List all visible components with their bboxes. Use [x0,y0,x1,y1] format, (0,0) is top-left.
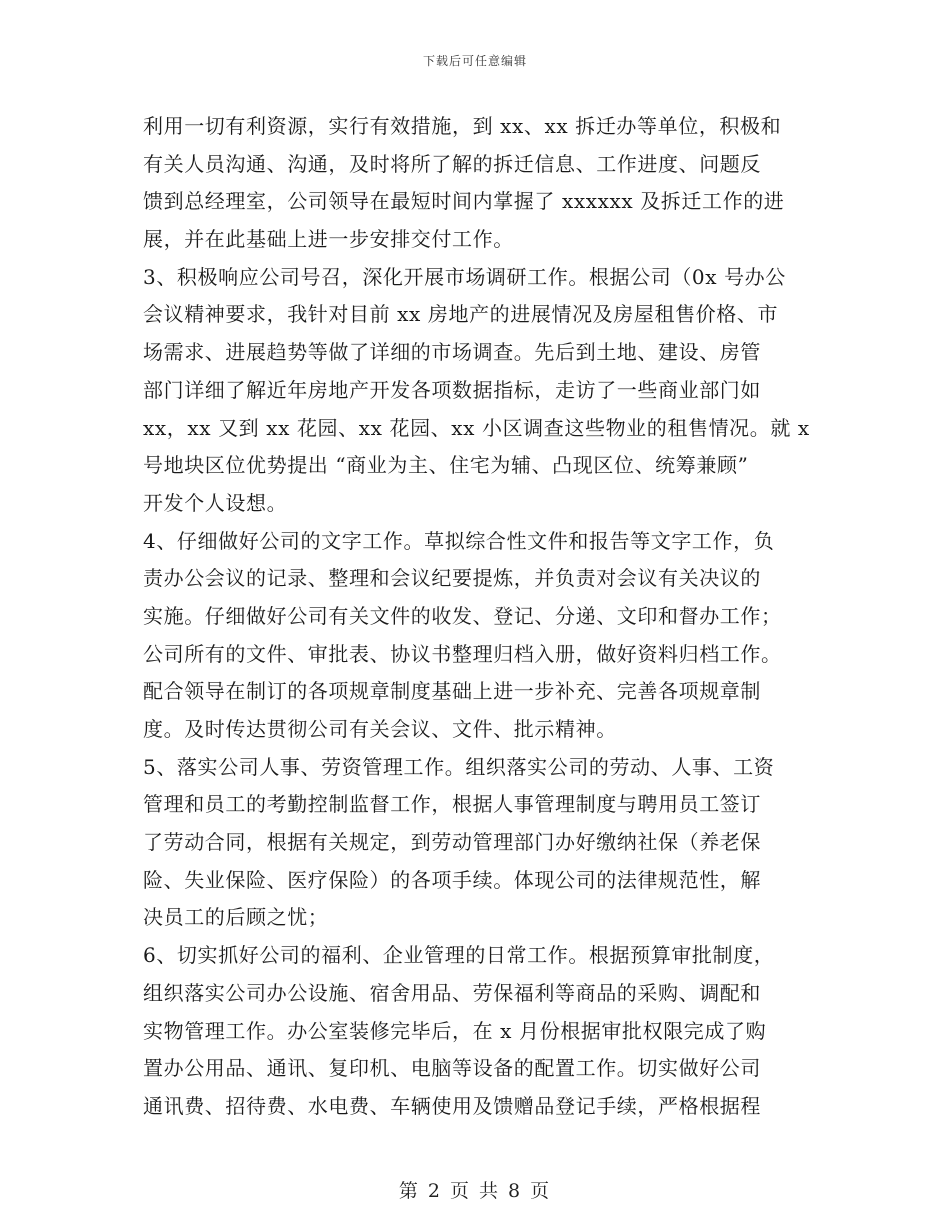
body-line: 5、落实公司人事、劳资管理工作。组织落实公司的劳动、人事、工资 [143,754,775,779]
body-line: 展，并在此基础上进一步安排交付工作。 [143,227,514,252]
body-line: 公司所有的文件、审批表、协议书整理归档入册，做好资料归档工作。 [143,641,782,666]
body-line: 决员工的后顾之忧； [143,905,329,930]
body-line: 通讯费、招待费、水电费、车辆使用及馈赠品登记手续，严格根据程 [143,1093,761,1118]
body-line: 配合领导在制订的各项规章制度基础上进一步补充、完善各项规章制 [143,679,761,704]
body-line: 险、失业保险、医疗保险）的各项手续。体现公司的法律规范性，解 [143,867,761,892]
body-line: 4、仔细做好公司的文字工作。草拟综合性文件和报告等文字工作，负 [143,528,775,553]
body-line: 责办公会议的记录、整理和会议纪要提炼，并负责对会议有关决议的 [143,566,761,591]
body-line: 实物管理工作。办公室装修完毕后，在 x 月份根据审批权限完成了购 [143,1018,767,1043]
body-line: 组织落实公司办公设施、宿舍用品、劳保福利等商品的采购、调配和 [143,980,761,1005]
body-line: 实施。仔细做好公司有关文件的收发、登记、分递、文印和督办工作； [143,603,782,628]
body-line: 利用一切有利资源，实行有效措施，到 xx、xx 拆迁办等单位，积极和 [143,114,782,138]
document-body [143,108,823,1126]
body-line: 了劳动合同，根据有关规定，到劳动管理部门办好缴纳社保（养老保 [143,830,761,855]
body-line: 有关人员沟通、沟通，及时将所了解的拆迁信息、工作进度、问题反 [143,151,761,176]
body-line: 置办公用品、通讯、复印机、电脑等设备的配置工作。切实做好公司 [143,1056,761,1081]
body-line: 3、积极响应公司号召，深化开展市场调研工作。根据公司（0x 号办公 [143,264,786,289]
body-line: 部门详细了解近年房地产开发各项数据指标，走访了一些商业部门如 [143,377,761,402]
body-line: 管理和员工的考勤控制监督工作，根据人事管理制度与聘用员工签订 [143,792,761,817]
body-line: 会议精神要求，我针对目前 xx 房地产的进展情况及房屋租售价格、市 [143,302,779,327]
body-line: 度。及时传达贯彻公司有关会议、文件、批示精神。 [143,717,617,741]
body-line: 开发个人设想。 [143,490,288,515]
page-number-footer: 第 2 页 共 8 页 [398,1180,552,1202]
body-line: xx，xx 又到 xx 花园、xx 花园、xx 小区调查这些物业的租售情况。就 x [143,415,810,440]
body-line: 6、切实抓好公司的福利、企业管理的日常工作。根据预算审批制度， [143,943,775,968]
page-header: 下载后可任意编辑 [422,54,527,68]
body-line: 场需求、进展趋势等做了详细的市场调查。先后到土地、建设、房管 [143,340,761,365]
body-line: 馈到总经理室，公司领导在最短时间内掌握了 xxxxxx 及拆迁工作的进 [143,189,785,214]
body-line: 号地块区位优势提出 “商业为主、住宅为辅、凸现区位、统筹兼顾” [143,453,749,478]
